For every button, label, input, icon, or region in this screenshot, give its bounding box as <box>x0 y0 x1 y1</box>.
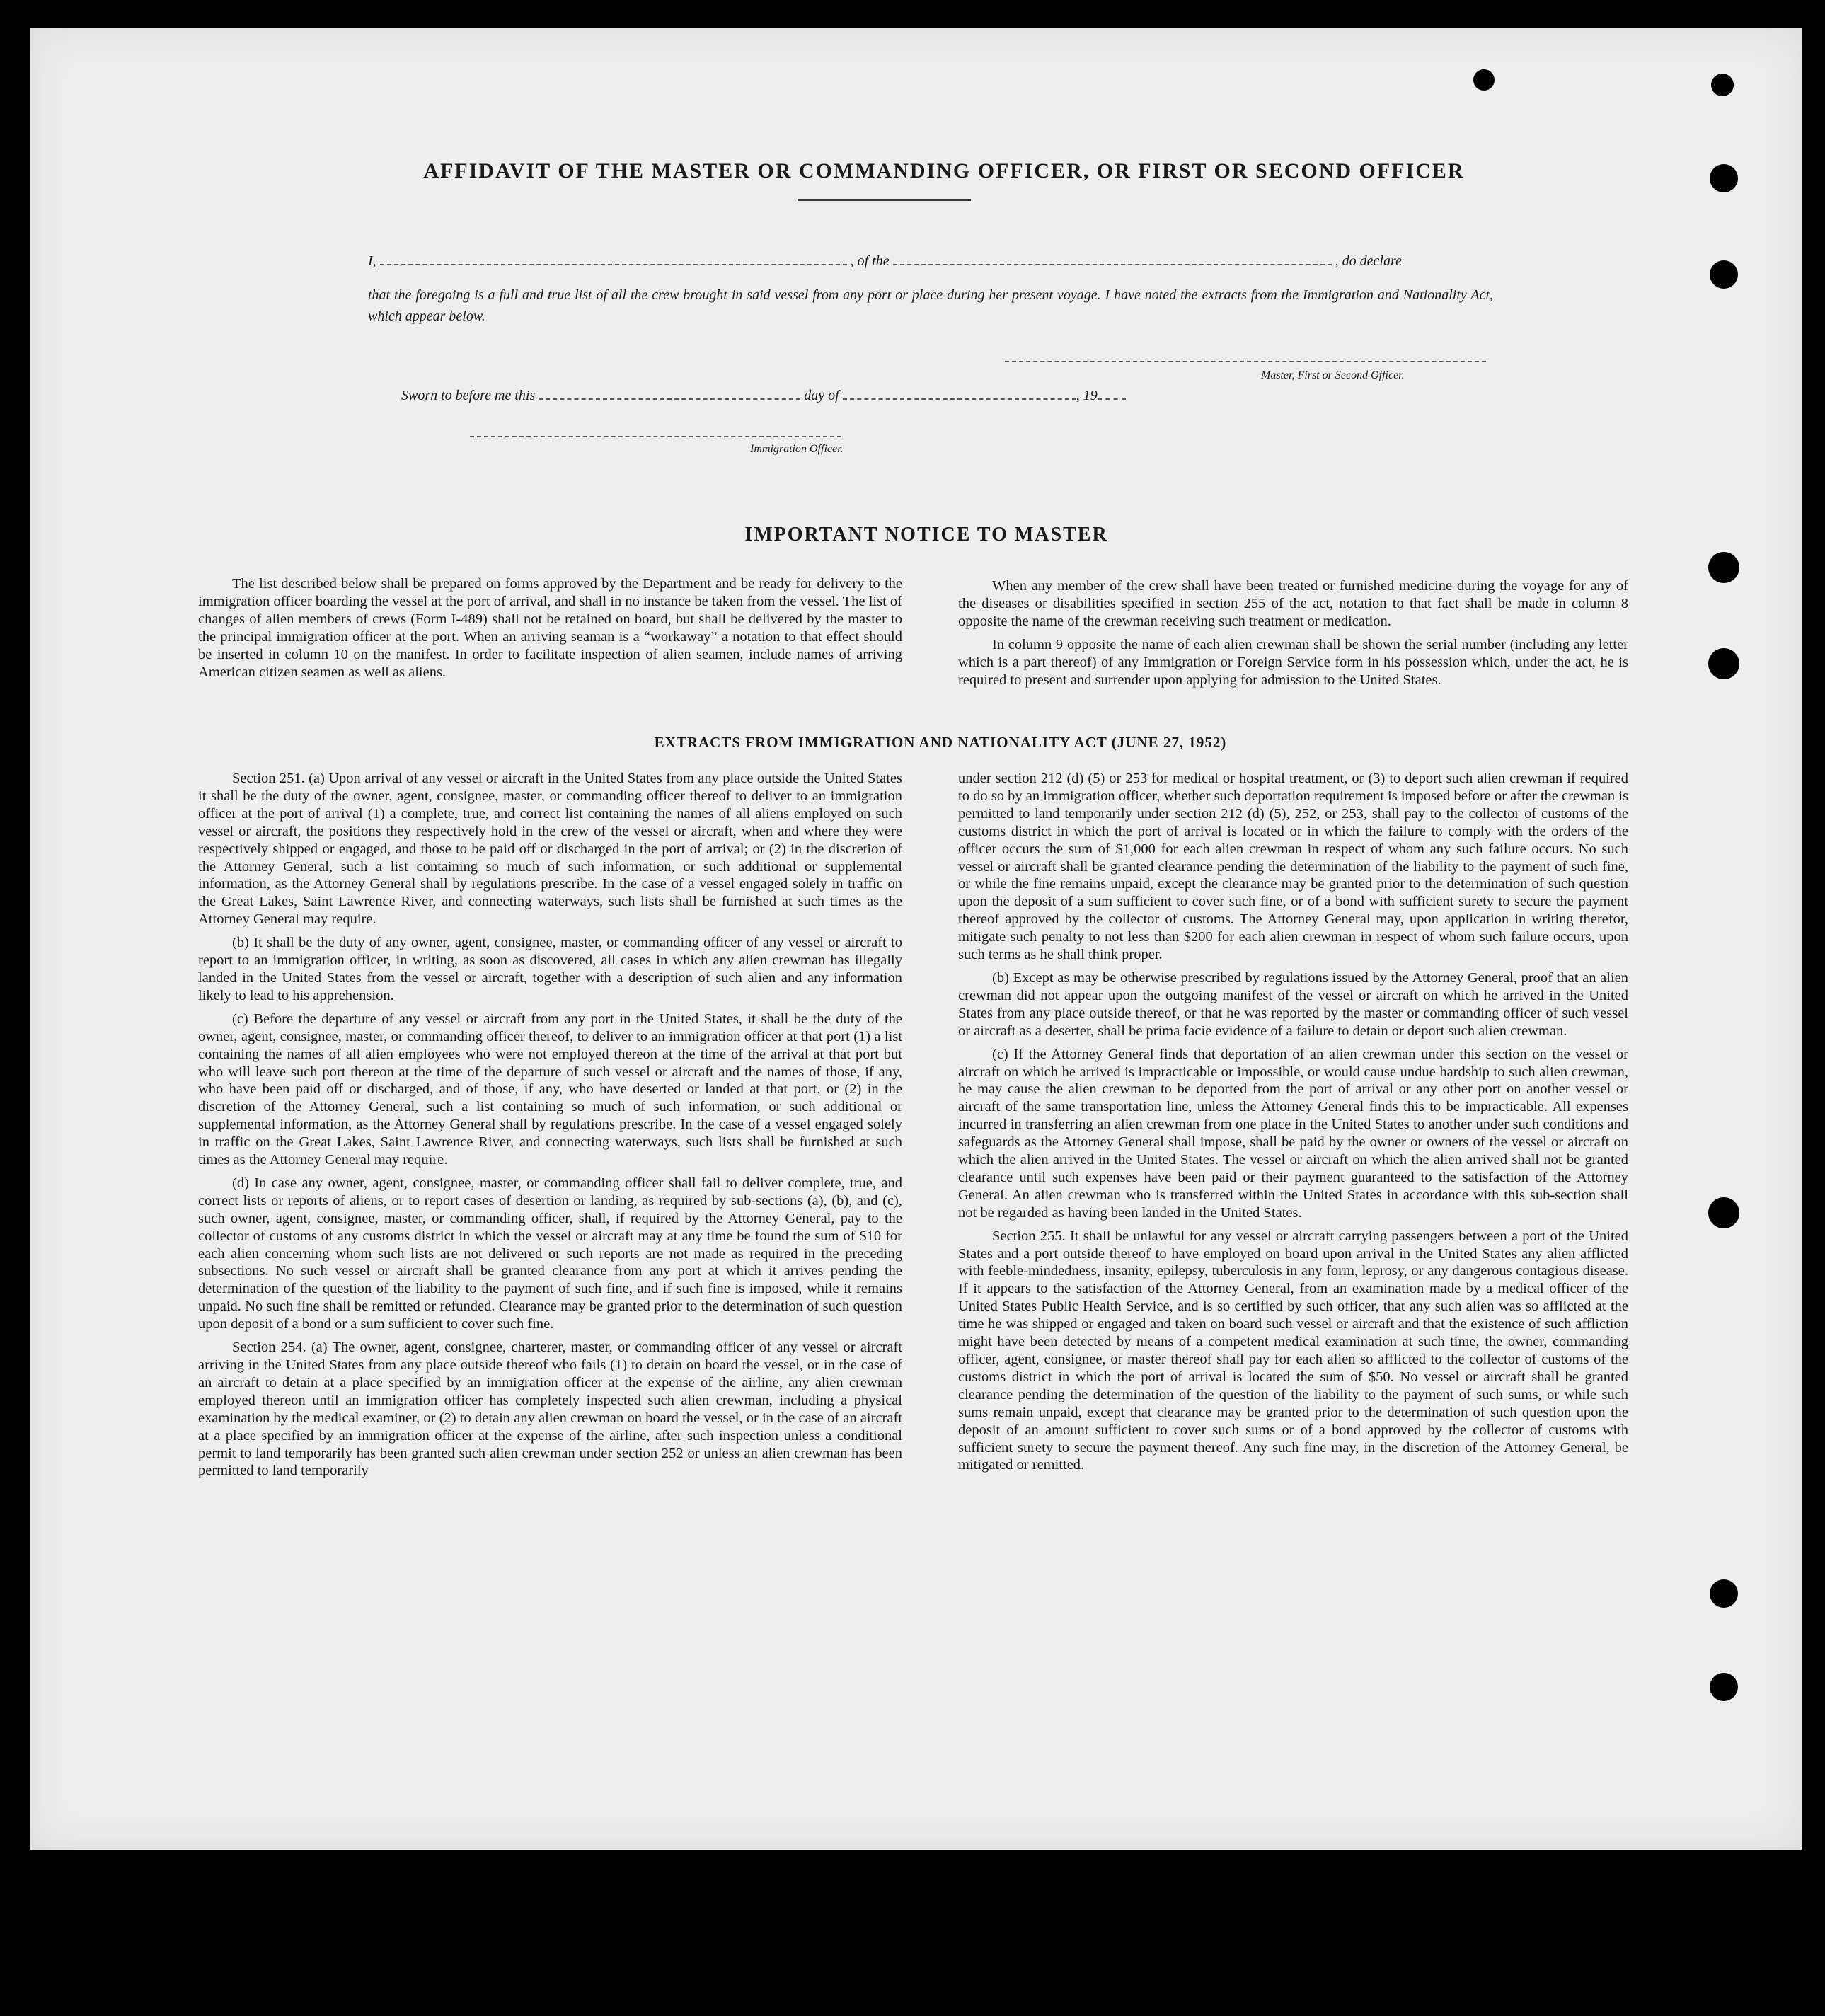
document-page <box>30 28 1802 1850</box>
notice-right-column <box>958 577 1628 695</box>
extracts-title: EXTRACTS FROM IMMIGRATION AND NATIONALITY ACT (JUNE 27, 1952) <box>654 734 1227 751</box>
day-of-label: day of <box>804 388 839 403</box>
immigration-officer-line <box>470 436 841 437</box>
sworn-label: Sworn to before me this <box>401 388 536 403</box>
year-label: , 19 <box>1076 388 1098 403</box>
section-paragraph: Section 255. It shall be unlawful for any vessel or aircraft carrying passengers between a port of the United States and a port outside thereof to have employed on board upon arrival in the United States any alien afflicted with feeble-mindedness, insanity, epilepsy, tuberculosis in any form, leprosy, or any dangerous contagious disease. If it appears to the satisfaction of the Attorney General, from an examination made by a medical officer of the United States Public Health Service, and is so certified by such officer, that any such alien was so afflicted at the time he was shipped or engaged and taken on board such vessel or aircraft and that the existence of such affliction might have been detected by means of a competent medical examination at such time, the owner, commanding officer, agent, consignee, or master thereof shall pay for each alien so afflicted to the collector of customs of the customs district in which the port of arrival is located the sum of $50. No vessel or aircraft shall be granted clearance pending the determination of the question of the liability to the payment of such sums, or while such sums remain unpaid, except that clearance may be granted prior to the determination of such question upon the deposit of an amount sufficient to cover such sums or of a bond approved by the collector of customs with sufficient surety to secure the payment thereof. Any such fine may, in the discretion of the Attorney General, be mitigated or remitted. <box>958 1228 1628 1473</box>
section-paragraph: (b) Except as may be otherwise prescribed by regulations issued by the Attorney General, proof that an alien crewman did not appear upon the outgoing manifest of the vessel or aircraft on which he arrived in the United States from any place outside thereof, or that he was reported by the master or commanding officer of such vessel or aircraft as a deserter, shall be prima facie evidence of a failure to detain or deport such alien crewman. <box>958 969 1628 1039</box>
punch-hole <box>1708 648 1739 679</box>
immigration-officer-label: Immigration Officer. <box>750 443 844 455</box>
i-label: I, <box>368 253 376 269</box>
punch-hole <box>1710 164 1738 192</box>
master-signature-label: Master, First or Second Officer. <box>1261 369 1405 381</box>
extracts-right-column <box>958 770 1628 1480</box>
sworn-line <box>401 388 1126 404</box>
section-paragraph: Section 254. (a) The owner, agent, consignee, charterer, master, or commanding officer of any vessel or aircraft arriving in the United States from any place outside thereof who fails (1) to detain on board the vessel, or in the case of an aircraft to detain at a place specified by an immigration officer at the expense of the airline, any alien crewman employed thereon until an immigration officer has completely inspected such alien crewman, including a physical examination by the medical examiner, or (2) to detain any alien crewman on board the vessel, or in the case of an aircraft at a place specified by an immigration officer at the expense of the airline, after such inspection unless a conditional permit to land temporarily has been granted such alien crewman under section 252 or unless an alien crewman has been permitted to land temporarily <box>198 1340 902 1479</box>
do-declare-label: , do declare <box>1335 253 1402 269</box>
master-signature-line <box>1005 361 1486 362</box>
declaration-line <box>368 253 1493 270</box>
section-paragraph: Section 251. (a) Upon arrival of any vessel or aircraft in the United States from any place outside the United States it shall be the duty of the owner, agent, consignee, master, or commanding officer thereof to deliver to an immigration officer at the port of arrival (1) a complete, true, and correct list containing the names of all aliens employed on such vessel or aircraft, the positions they respectively hold in the crew of the vessel or aircraft, when and where they were respectively shipped or engaged, and those to be paid off or discharged in the port of arrival; or (2) in the discretion of the Attorney General, such a list containing so much of such information, or such additional or supplemental information, as the Attorney General shall by regulations prescribe. In the case of a vessel engaged solely in traffic on the Great Lakes, Saint Lawrence River, and connecting waterways, such lists shall be furnished at such times as the Attorney General may require. <box>198 771 902 928</box>
extracts-left-column <box>198 770 902 1485</box>
notice-title: IMPORTANT NOTICE TO MASTER <box>744 524 1108 546</box>
name-blank <box>380 254 847 265</box>
punch-hole <box>1708 552 1739 583</box>
punch-hole <box>1710 1579 1738 1608</box>
sworn-year-blank <box>1098 388 1126 400</box>
section-paragraph: (c) Before the departure of any vessel or aircraft from any port in the United States, it shall be the duty of the owner, agent, consignee, master, or commanding officer thereof, to deliver to an immigration officer at that port (1) a list containing the names of all alien employees who were not employed thereon at the time of the arrival at that port but who will leave such port thereon at the time of the departure of such vessel or aircraft and the names of those, if any, who have been paid off or discharged, and of those, if any, who have deserted or landed at that port, or (2) in the discretion of the Attorney General, such a list containing so much of such information, or such additional or supplemental information, as the Attorney General shall by regulations prescribe. In the case of a vessel engaged solely in traffic on the Great Lakes, Saint Lawrence River, and connecting waterways, such lists shall be furnished at such times as the Attorney General may require. <box>198 1010 902 1168</box>
notice-left-column <box>198 575 902 687</box>
section-paragraph: (c) If the Attorney General finds that deportation of an alien crewman under this section on the vessel or aircraft on which he arrived is impracticable or impossible, or would cause undue hardship to such alien crewman, he may cause the alien crewman to be deported from the port of arrival or any other port on another vessel or aircraft of the same transportation line, unless the Attorney General finds this to be impracticable. All expenses incurred in transferring an alien crewman from one place in the United States to another under such conditions and safeguards as the Attorney General shall impose, shall be paid by the owner or owners of the vessel or aircraft on which the alien arrived in the United States. The vessel or aircraft on which the alien arrived shall not be granted clearance until such expenses have been paid or their payment guaranteed to the satisfaction of the Attorney General. An alien crewman who is transferred within the United States in accordance with this sub-section shall not be regarded as having been landed in the United States. <box>958 1046 1628 1221</box>
sworn-day-blank <box>539 388 800 400</box>
punch-hole <box>1710 260 1738 289</box>
punch-hole <box>1473 69 1495 91</box>
title-underline <box>798 199 971 201</box>
section-paragraph: (d) In case any owner, agent, consignee, master, or commanding officer shall fail to deliver complete, true, and correct lists or reports of aliens, or to report cases of desertion or landing, as required by sub-sections (a), (b), and (c), such owner, agent, consignee, master, or commanding officer, shall, if required by the Attorney General, pay to the collector of customs of any customs district in which the vessel or aircraft may at any time be found the sum of $10 for each alien concerning whom such lists are not delivered or such reports are not made as required in the preceding subsections. No such vessel or aircraft shall be granted clearance from any port at which it arrives pending the determination of the question of the liability to the payment of such fine, and if such fine is imposed, while it remains unpaid. No such fine shall be remitted or refunded. Clearance may be granted prior to the determination of such question upon deposit of a bond or a sum sufficient to cover such fine. <box>198 1175 902 1332</box>
punch-hole <box>1710 1673 1738 1701</box>
section-paragraph: (b) It shall be the duty of any owner, agent, consignee, master, or commanding officer of any vessel or aircraft to report to an immigration officer, in writing, as soon as discovered, all cases in which any alien crewman has illegally landed in the United States from the vessel or aircraft, together with a description of such alien and any information likely to lead to his apprehension. <box>198 935 902 1003</box>
affidavit-title: AFFIDAVIT OF THE MASTER OR COMMANDING OFFICER, OR FIRST OR SECOND OFFICER <box>423 159 1465 183</box>
of-the-label: , of the <box>850 253 890 269</box>
notice-paragraph: The list described below shall be prepared on forms approved by the Department and be ready for delivery to the immigration officer boarding the vessel at the port of arrival, and shall in no instance be taken from the vessel. The list of changes of alien members of crews (Form I-489) shall not be retained on board, but shall be delivered by the master to the principal immigration officer at the port. When an arriving seaman is a “workaway” a notation to that effect should be inserted in column 10 on the manifest. In order to facilitate inspection of alien seamen, include names of arriving American citizen seamen as well as aliens. <box>198 576 902 680</box>
punch-hole <box>1711 74 1734 96</box>
punch-hole <box>1708 1197 1739 1228</box>
notice-paragraph: When any member of the crew shall have been treated or furnished medicine during the voyage for any of the diseases or disabilities specified in section 255 of the act, notation to that fact shall be made in column 8 opposite the name of the crewman receiving such treatment or medication. <box>958 578 1628 629</box>
declaration-text: that the foregoing is a full and true list of all the crew brought in said vessel from any port or place during her present voyage. I have noted the extracts from the Immigration and Nationality Act, which appear below. <box>368 287 1493 324</box>
section-paragraph: under section 212 (d) (5) or 253 for medical or hospital treatment, or (3) to deport such alien crewman if required to do so by an immigration officer, whether such deportation requirement is imposed before or after the crewman is permitted to land temporarily under section 212 (d) (5), 252, or 253, shall pay to the collector of customs of the customs district in which the port of arrival is located or in which the failure to comply with the orders of the officer occurs the sum of $1,000 for each alien crewman in respect of whom any such failure occurs. No such vessel or aircraft shall be granted clearance pending the determination of the liability to the payment of such fine, or while the fine remains unpaid, except the clearance may be granted prior to the determination of such question upon the deposit of a sum sufficient to cover such fine, or of a bond with sufficient surety to secure the payment thereof approved by the collector of customs. The Attorney General may, upon application in writing therefor, mitigate such penalty to not less than $200 for each alien crewman in respect of whom such failure occurs, upon such terms as he shall think proper. <box>958 771 1628 963</box>
notice-paragraph: In column 9 opposite the name of each alien crewman shall be shown the serial number (including any letter which is a part thereof) of any Immigration or Foreign Service form in his possession which, under the act, he is required to present and surrender upon applying for admission to the United States. <box>958 637 1628 688</box>
sworn-month-blank <box>843 388 1076 400</box>
vessel-blank <box>893 254 1332 265</box>
